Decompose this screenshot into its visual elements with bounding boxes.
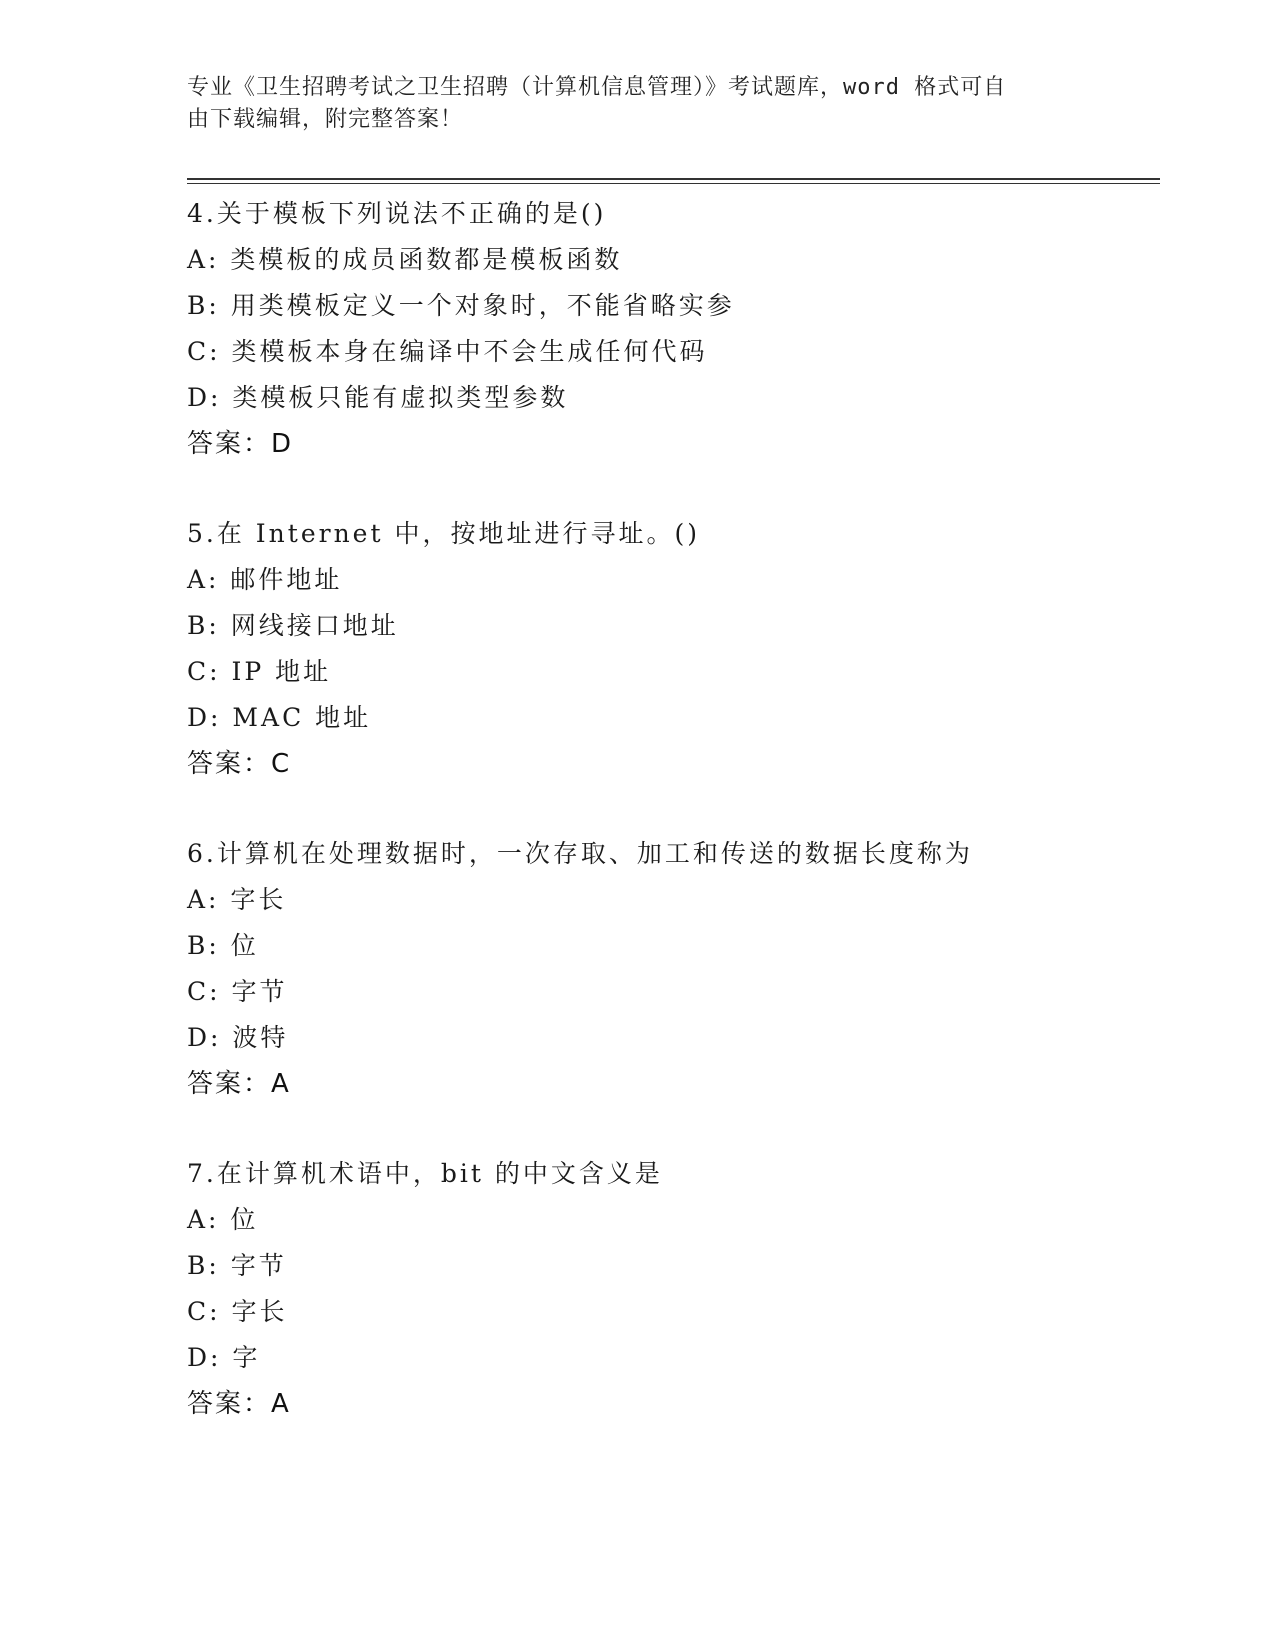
option-a: A: 位 — [187, 1205, 259, 1234]
option-a: A: 邮件地址 — [187, 565, 343, 594]
option-d: D: MAC 地址 — [187, 703, 372, 732]
header-divider-thick — [187, 178, 1160, 180]
question-4 — [187, 191, 1147, 467]
header-line-1: 专业《卫生招聘考试之卫生招聘（计算机信息管理）》考试题库，word 格式可自 — [187, 75, 1007, 100]
option-d: D: 波特 — [187, 1023, 289, 1052]
option-c: C: 类模板本身在编译中不会生成任何代码 — [187, 337, 708, 366]
option-d: D: 类模板只能有虚拟类型参数 — [187, 383, 569, 412]
option-c: C: IP 地址 — [187, 657, 332, 686]
option-a: A: 字长 — [187, 885, 287, 914]
answer: 答案：C — [187, 749, 292, 779]
option-a: A: 类模板的成员函数都是模板函数 — [187, 245, 623, 274]
option-b: B: 字节 — [187, 1251, 287, 1280]
document-header — [187, 72, 1077, 136]
header-divider-thin — [187, 183, 1160, 184]
question-title: 7.在计算机术语中，bit 的中文含义是 — [187, 1159, 663, 1188]
option-b: B: 位 — [187, 931, 259, 960]
answer: 答案：A — [187, 1389, 291, 1419]
option-c: C: 字长 — [187, 1297, 288, 1326]
answer: 答案：A — [187, 1069, 291, 1099]
question-list — [187, 191, 1147, 1471]
option-b: B: 网线接口地址 — [187, 611, 399, 640]
question-5 — [187, 511, 1147, 787]
option-d: D: 字 — [187, 1343, 261, 1372]
question-title: 5.在 Internet 中，按地址进行寻址。() — [187, 519, 700, 548]
question-title: 4.关于模板下列说法不正确的是() — [187, 199, 607, 228]
option-b: B: 用类模板定义一个对象时，不能省略实参 — [187, 291, 735, 320]
question-title: 6.计算机在处理数据时，一次存取、加工和传送的数据长度称为 — [187, 839, 973, 868]
question-7 — [187, 1151, 1147, 1427]
answer: 答案：D — [187, 429, 294, 459]
question-6 — [187, 831, 1147, 1107]
option-c: C: 字节 — [187, 977, 288, 1006]
header-line-2: 由下载编辑，附完整答案！ — [187, 107, 464, 132]
